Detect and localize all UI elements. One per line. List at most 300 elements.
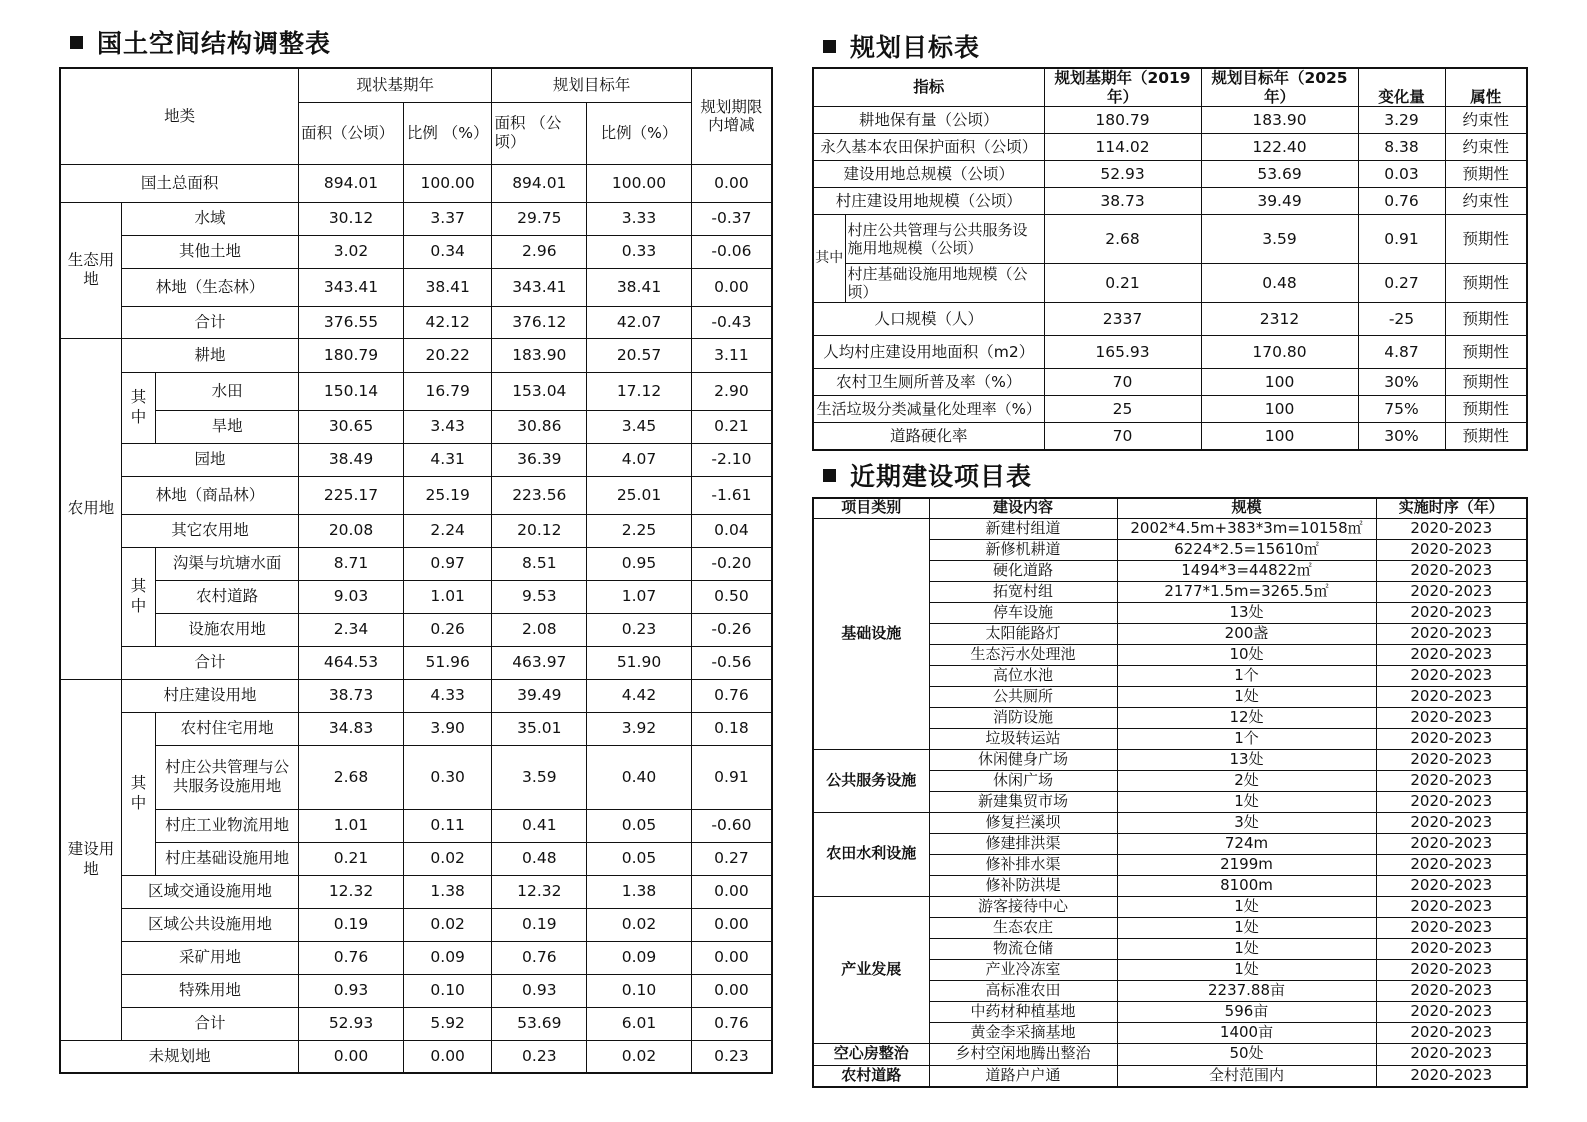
header-target: 规划目标年（2025年）	[1201, 68, 1358, 107]
cell-value: 0.76	[492, 941, 587, 974]
table-row	[60, 410, 772, 443]
row-label: 林地（商品林）	[121, 476, 298, 514]
cell-value: 4.31	[403, 443, 492, 476]
cell-content: 道路户户通	[929, 1065, 1117, 1087]
section-title-text: 国土空间结构调整表	[97, 29, 332, 58]
cell-value: 3.43	[403, 410, 492, 443]
cell-value: 0.48	[492, 842, 587, 875]
header-change: 变化量	[1358, 68, 1445, 107]
cell-value: 预期性	[1445, 215, 1527, 264]
cell-scale: 2处	[1117, 770, 1376, 791]
row-label: 农村卫生厕所普及率（%）	[813, 369, 1044, 396]
cell-content: 修补排水渠	[929, 854, 1117, 875]
cell-content: 物流仓储	[929, 938, 1117, 959]
cell-value: 0.50	[691, 580, 772, 613]
header-timeline: 实施时序（年）	[1376, 498, 1527, 518]
cell-value: 0.26	[403, 613, 492, 646]
subgroup-text: 其中	[130, 774, 147, 812]
cell-content: 生态农庄	[929, 917, 1117, 938]
cell-value: 343.41	[299, 268, 404, 306]
cell-time: 2020-2023	[1376, 539, 1527, 560]
cell-value: 34.83	[299, 712, 404, 745]
cell-scale: 2199m	[1117, 854, 1376, 875]
table-row	[813, 423, 1527, 450]
recent-projects-table	[812, 497, 1528, 1088]
row-label: 设施农用地	[156, 613, 299, 646]
square-bullet-icon	[70, 36, 83, 49]
cell-value: 180.79	[299, 338, 404, 372]
row-label: 村庄建设用地规模（公顷）	[813, 188, 1044, 215]
cell-value: -0.06	[691, 235, 772, 268]
cell-value: 170.80	[1201, 336, 1358, 369]
cell-value: 2.08	[492, 613, 587, 646]
row-label: 未规划地	[60, 1040, 299, 1073]
cell-content: 高位水池	[929, 665, 1117, 686]
cell-value: 0.48	[1201, 264, 1358, 303]
table-row	[60, 443, 772, 476]
cell-value: 0.09	[403, 941, 492, 974]
cell-content: 硬化道路	[929, 560, 1117, 581]
header-baseline-year: 现状基期年	[299, 68, 492, 102]
cell-value: 0.10	[403, 974, 492, 1007]
cell-value: 2.24	[403, 514, 492, 547]
cell-value: 3.11	[691, 338, 772, 372]
row-label: 农村住宅用地	[156, 712, 299, 745]
row-label: 其它农用地	[121, 514, 298, 547]
cell-value: 2.68	[299, 745, 404, 809]
cell-value: 0.18	[691, 712, 772, 745]
cell-value: 0.91	[691, 745, 772, 809]
cell-value: 30.65	[299, 410, 404, 443]
category-industry: 产业发展	[813, 896, 929, 1043]
table-row	[813, 264, 1527, 303]
row-label: 耕地	[121, 338, 298, 372]
cell-value: 38.41	[587, 268, 692, 306]
table-row	[60, 974, 772, 1007]
cell-value: 0.23	[587, 613, 692, 646]
cell-value: 2337	[1044, 303, 1201, 336]
cell-value: 30%	[1358, 369, 1445, 396]
cell-value: -0.20	[691, 547, 772, 580]
cell-scale: 1处	[1117, 917, 1376, 938]
header-target-year: 规划目标年	[492, 68, 691, 102]
table-row	[813, 215, 1527, 264]
cell-value: 343.41	[492, 268, 587, 306]
cell-value: 0.09	[587, 941, 692, 974]
cell-value: 39.49	[492, 679, 587, 712]
table-row	[813, 161, 1527, 188]
cell-value: 1.38	[587, 875, 692, 908]
cell-content: 太阳能路灯	[929, 623, 1117, 644]
table-row	[813, 812, 1527, 833]
cell-content: 新建集贸市场	[929, 791, 1117, 812]
cell-time: 2020-2023	[1376, 791, 1527, 812]
table-row	[60, 164, 772, 202]
cell-value: 38.73	[299, 679, 404, 712]
header-scale: 规模	[1117, 498, 1376, 518]
cell-value: 53.69	[492, 1007, 587, 1040]
cell-value: 53.69	[1201, 161, 1358, 188]
cell-content: 垃圾转运站	[929, 728, 1117, 749]
table-row	[813, 518, 1527, 539]
header-ratio: 比例 （%）	[403, 102, 492, 164]
table-row	[813, 369, 1527, 396]
table-row	[60, 941, 772, 974]
table-row	[60, 646, 772, 679]
cell-time: 2020-2023	[1376, 917, 1527, 938]
group-label-agricultural: 农用地	[60, 338, 121, 679]
cell-value: 0.33	[587, 235, 692, 268]
cell-value: -0.26	[691, 613, 772, 646]
cell-value: 3.92	[587, 712, 692, 745]
row-label: 合计	[121, 306, 298, 338]
cell-value: -25	[1358, 303, 1445, 336]
cell-value: 4.87	[1358, 336, 1445, 369]
cell-value: 0.27	[691, 842, 772, 875]
cell-value: 20.08	[299, 514, 404, 547]
table-row	[60, 908, 772, 941]
cell-value: 464.53	[299, 646, 404, 679]
cell-value: 0.00	[691, 164, 772, 202]
cell-value: 150.14	[299, 372, 404, 410]
cell-scale: 1处	[1117, 686, 1376, 707]
row-label: 旱地	[156, 410, 299, 443]
cell-content: 修建排洪渠	[929, 833, 1117, 854]
cell-value: 8.51	[492, 547, 587, 580]
table-row	[60, 679, 772, 712]
cell-value: 51.90	[587, 646, 692, 679]
cell-value: 100	[1201, 396, 1358, 423]
cell-value: 894.01	[299, 164, 404, 202]
cell-content: 游客接待中心	[929, 896, 1117, 917]
cell-value: 376.55	[299, 306, 404, 338]
table-row	[60, 875, 772, 908]
table-row	[60, 712, 772, 745]
cell-value: 39.49	[1201, 188, 1358, 215]
cell-value: 1.07	[587, 580, 692, 613]
header-area: 面积 （公顷）	[492, 102, 587, 164]
cell-scale: 1个	[1117, 728, 1376, 749]
cell-value: 3.59	[492, 745, 587, 809]
cell-scale: 3处	[1117, 812, 1376, 833]
cell-value: 35.01	[492, 712, 587, 745]
cell-value: -2.10	[691, 443, 772, 476]
row-label: 村庄基础设施用地规模（公顷）	[845, 264, 1044, 303]
cell-value: 预期性	[1445, 369, 1527, 396]
cell-time: 2020-2023	[1376, 602, 1527, 623]
table-row	[813, 107, 1527, 134]
cell-value: 3.45	[587, 410, 692, 443]
cell-value: 0.00	[403, 1040, 492, 1073]
cell-value: 预期性	[1445, 396, 1527, 423]
row-label: 村庄公共管理与公共服务设施用地	[156, 745, 299, 809]
cell-time: 2020-2023	[1376, 1043, 1527, 1065]
cell-time: 2020-2023	[1376, 854, 1527, 875]
cell-scale: 6224*2.5=15610㎡	[1117, 539, 1376, 560]
header-change: 规划期限内增减	[691, 68, 772, 164]
cell-content: 乡村空闲地腾出整治	[929, 1043, 1117, 1065]
row-label: 区域公共设施用地	[121, 908, 298, 941]
table-row	[60, 476, 772, 514]
row-label: 村庄公共管理与公共服务设施用地规模（公顷）	[845, 215, 1044, 264]
header-attribute: 属性	[1445, 68, 1527, 107]
cell-time: 2020-2023	[1376, 980, 1527, 1001]
cell-content: 拓宽村组	[929, 581, 1117, 602]
category-rural-roads: 农村道路	[813, 1065, 929, 1087]
cell-value: 12.32	[492, 875, 587, 908]
cell-time: 2020-2023	[1376, 1065, 1527, 1087]
cell-scale: 1个	[1117, 665, 1376, 686]
cell-value: 20.12	[492, 514, 587, 547]
row-label: 合计	[121, 646, 298, 679]
cell-value: 17.12	[587, 372, 692, 410]
cell-scale: 13处	[1117, 749, 1376, 770]
cell-time: 2020-2023	[1376, 560, 1527, 581]
cell-content: 公共厕所	[929, 686, 1117, 707]
planning-targets-table	[812, 67, 1528, 451]
table-row	[60, 580, 772, 613]
cell-scale: 全村范围内	[1117, 1065, 1376, 1087]
subgroup-text: 其中	[130, 577, 147, 615]
cell-scale: 1处	[1117, 791, 1376, 812]
header-indicator: 指标	[813, 68, 1044, 107]
cell-value: 预期性	[1445, 336, 1527, 369]
cell-content: 新建村组道	[929, 518, 1117, 539]
cell-time: 2020-2023	[1376, 770, 1527, 791]
cell-value: 0.00	[299, 1040, 404, 1073]
subgroup-label-qizhong	[121, 372, 155, 443]
table-row	[60, 547, 772, 580]
cell-content: 修补防洪堤	[929, 875, 1117, 896]
cell-content: 高标准农田	[929, 980, 1117, 1001]
row-label: 建设用地总规模（公顷）	[813, 161, 1044, 188]
table-row	[813, 396, 1527, 423]
cell-value: 0.00	[691, 268, 772, 306]
row-label: 特殊用地	[121, 974, 298, 1007]
table-row	[813, 749, 1527, 770]
table-row	[813, 1043, 1527, 1065]
cell-scale: 8100m	[1117, 875, 1376, 896]
cell-value: 20.22	[403, 338, 492, 372]
subgroup-text: 其中	[130, 388, 147, 426]
table-row	[60, 745, 772, 809]
row-label: 村庄基础设施用地	[156, 842, 299, 875]
square-bullet-icon	[823, 469, 836, 482]
cell-content: 产业冷冻室	[929, 959, 1117, 980]
section-title-text: 近期建设项目表	[850, 462, 1033, 491]
group-label-construction: 建设用地	[60, 679, 121, 1040]
cell-time: 2020-2023	[1376, 749, 1527, 770]
cell-value: 预期性	[1445, 264, 1527, 303]
cell-value: 9.03	[299, 580, 404, 613]
cell-value: 0.02	[587, 1040, 692, 1073]
cell-value: 38.41	[403, 268, 492, 306]
table-row	[60, 1040, 772, 1073]
cell-value: 0.11	[403, 809, 492, 842]
cell-time: 2020-2023	[1376, 1022, 1527, 1043]
cell-value: -0.60	[691, 809, 772, 842]
cell-scale: 12处	[1117, 707, 1376, 728]
cell-value: 预期性	[1445, 303, 1527, 336]
category-infrastructure: 基础设施	[813, 518, 929, 749]
cell-value: 0.02	[403, 842, 492, 875]
cell-content: 停车设施	[929, 602, 1117, 623]
section-title-land-structure	[70, 24, 331, 60]
cell-value: 42.12	[403, 306, 492, 338]
cell-time: 2020-2023	[1376, 812, 1527, 833]
cell-scale: 50处	[1117, 1043, 1376, 1065]
cell-value: 3.59	[1201, 215, 1358, 264]
cell-value: 约束性	[1445, 134, 1527, 161]
header-area: 面积（公顷）	[299, 102, 404, 164]
cell-content: 修复拦溪坝	[929, 812, 1117, 833]
cell-time: 2020-2023	[1376, 728, 1527, 749]
cell-time: 2020-2023	[1376, 875, 1527, 896]
cell-value: 38.49	[299, 443, 404, 476]
cell-value: 约束性	[1445, 188, 1527, 215]
cell-value: 6.01	[587, 1007, 692, 1040]
table-row	[60, 202, 772, 235]
cell-time: 2020-2023	[1376, 833, 1527, 854]
cell-value: 0.34	[403, 235, 492, 268]
cell-scale: 1494*3=44822㎡	[1117, 560, 1376, 581]
cell-value: -0.43	[691, 306, 772, 338]
header-ratio: 比例（%）	[587, 102, 692, 164]
cell-time: 2020-2023	[1376, 686, 1527, 707]
section-title-planning-targets	[823, 28, 980, 64]
table-row	[60, 842, 772, 875]
cell-content: 消防设施	[929, 707, 1117, 728]
cell-value: 4.33	[403, 679, 492, 712]
cell-value: 52.93	[1044, 161, 1201, 188]
cell-value: 0.10	[587, 974, 692, 1007]
cell-value: 376.12	[492, 306, 587, 338]
cell-value: 0.40	[587, 745, 692, 809]
row-label: 人口规模（人）	[813, 303, 1044, 336]
cell-value: 4.07	[587, 443, 692, 476]
cell-value: 70	[1044, 369, 1201, 396]
row-label: 村庄建设用地	[121, 679, 298, 712]
cell-value: 30.86	[492, 410, 587, 443]
cell-value: 153.04	[492, 372, 587, 410]
cell-scale: 596亩	[1117, 1001, 1376, 1022]
row-label: 沟渠与坑塘水面	[156, 547, 299, 580]
cell-time: 2020-2023	[1376, 644, 1527, 665]
row-label: 国土总面积	[60, 164, 299, 202]
table-row	[60, 613, 772, 646]
cell-value: 0.00	[691, 974, 772, 1007]
row-label: 村庄工业物流用地	[156, 809, 299, 842]
cell-time: 2020-2023	[1376, 623, 1527, 644]
cell-value: 3.90	[403, 712, 492, 745]
table-row	[60, 338, 772, 372]
cell-scale: 200盏	[1117, 623, 1376, 644]
cell-value: 0.93	[299, 974, 404, 1007]
cell-scale: 1400亩	[1117, 1022, 1376, 1043]
cell-value: 0.93	[492, 974, 587, 1007]
cell-value: 75%	[1358, 396, 1445, 423]
cell-scale: 1处	[1117, 896, 1376, 917]
header-category: 项目类别	[813, 498, 929, 518]
category-irrigation: 农田水利设施	[813, 812, 929, 896]
cell-content: 黄金李采摘基地	[929, 1022, 1117, 1043]
cell-value: 3.29	[1358, 107, 1445, 134]
cell-time: 2020-2023	[1376, 665, 1527, 686]
cell-scale: 13处	[1117, 602, 1376, 623]
cell-value: 0.05	[587, 842, 692, 875]
cell-value: 463.97	[492, 646, 587, 679]
cell-scale: 1处	[1117, 938, 1376, 959]
cell-value: 100.00	[587, 164, 692, 202]
cell-value: 29.75	[492, 202, 587, 235]
cell-content: 生态污水处理池	[929, 644, 1117, 665]
land-structure-table	[59, 67, 773, 1074]
cell-value: 0.97	[403, 547, 492, 580]
row-label: 人均村庄建设用地面积（m2）	[813, 336, 1044, 369]
cell-content: 休闲广场	[929, 770, 1117, 791]
cell-time: 2020-2023	[1376, 707, 1527, 728]
cell-value: 100	[1201, 423, 1358, 450]
cell-value: 2312	[1201, 303, 1358, 336]
cell-content: 休闲健身广场	[929, 749, 1117, 770]
cell-value: 25.01	[587, 476, 692, 514]
cell-value: 0.00	[691, 941, 772, 974]
cell-time: 2020-2023	[1376, 518, 1527, 539]
cell-value: 0.23	[492, 1040, 587, 1073]
cell-value: 16.79	[403, 372, 492, 410]
cell-value: 183.90	[492, 338, 587, 372]
table-row	[60, 372, 772, 410]
cell-value: 70	[1044, 423, 1201, 450]
cell-value: 3.33	[587, 202, 692, 235]
cell-value: 0.27	[1358, 264, 1445, 303]
row-label: 其他土地	[121, 235, 298, 268]
row-label: 采矿用地	[121, 941, 298, 974]
section-title-text: 规划目标表	[850, 33, 981, 62]
square-bullet-icon	[823, 40, 836, 53]
row-label: 道路硬化率	[813, 423, 1044, 450]
table-row	[813, 303, 1527, 336]
cell-value: 0.91	[1358, 215, 1445, 264]
cell-value: 8.38	[1358, 134, 1445, 161]
table-row	[813, 134, 1527, 161]
cell-value: 30.12	[299, 202, 404, 235]
row-label: 生活垃圾分类减量化处理率（%）	[813, 396, 1044, 423]
cell-value: 2.68	[1044, 215, 1201, 264]
subgroup-label-qizhong	[121, 712, 155, 875]
table-row	[60, 235, 772, 268]
cell-value: 0.02	[403, 908, 492, 941]
table-header-row	[813, 68, 1527, 107]
row-label: 区域交通设施用地	[121, 875, 298, 908]
table-row	[60, 306, 772, 338]
cell-value: 3.37	[403, 202, 492, 235]
cell-value: 预期性	[1445, 161, 1527, 188]
cell-value: 25	[1044, 396, 1201, 423]
row-label: 水田	[156, 372, 299, 410]
cell-value: 12.32	[299, 875, 404, 908]
cell-value: 894.01	[492, 164, 587, 202]
table-row	[813, 188, 1527, 215]
cell-value: 36.39	[492, 443, 587, 476]
cell-value: 2.25	[587, 514, 692, 547]
cell-content: 新修机耕道	[929, 539, 1117, 560]
cell-scale: 724m	[1117, 833, 1376, 854]
cell-value: 0.76	[299, 941, 404, 974]
cell-value: 0.76	[691, 1007, 772, 1040]
cell-value: 30%	[1358, 423, 1445, 450]
cell-time: 2020-2023	[1376, 896, 1527, 917]
